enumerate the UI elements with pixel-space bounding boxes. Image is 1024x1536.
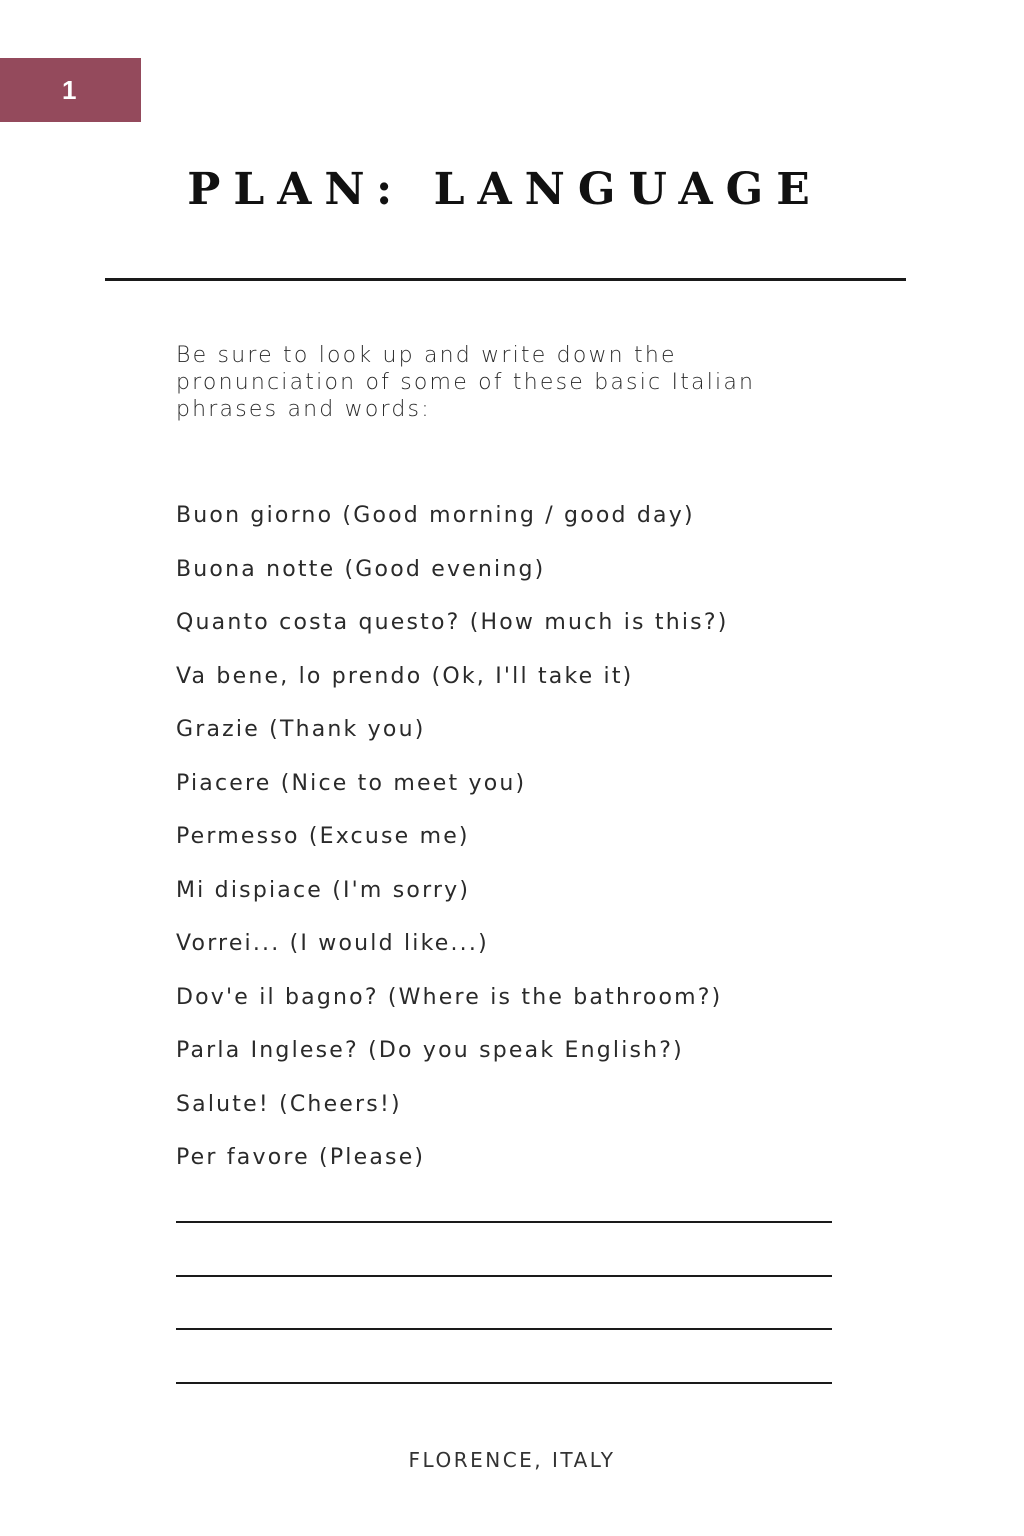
phrase-item: Piacere (Nice to meet you) xyxy=(176,770,527,796)
blank-write-line xyxy=(176,1275,832,1277)
title-divider xyxy=(105,278,906,281)
phrase-item: Va bene, lo prendo (Ok, I'll take it) xyxy=(176,663,634,689)
phrase-item: Salute! (Cheers!) xyxy=(176,1091,402,1117)
phrase-item: Mi dispiace (I'm sorry) xyxy=(176,877,471,903)
phrase-item: Buona notte (Good evening) xyxy=(176,556,546,582)
phrase-item: Dov'e il bagno? (Where is the bathroom?) xyxy=(176,984,723,1010)
phrase-list xyxy=(176,499,729,1195)
phrase-item: Quanto costa questo? (How much is this?) xyxy=(176,610,729,635)
blank-write-line xyxy=(176,1382,832,1384)
phrase-item: Buon giorno (Good morning / good day) xyxy=(176,503,695,528)
blank-write-line xyxy=(176,1328,832,1330)
phrase-item: Parla Inglese? (Do you speak English?) xyxy=(176,1038,684,1063)
phrase-item: Grazie (Thank you) xyxy=(176,717,426,742)
phrase-item: Per favore (Please) xyxy=(176,1145,426,1170)
footer-location: FLORENCE, ITALY xyxy=(408,1448,616,1472)
intro-text: Be sure to look up and write down the pronunciation of some of these basic Italian phrases and words: xyxy=(176,343,756,422)
page-number-badge: 1 xyxy=(0,58,141,122)
page-title: PLAN: LANGUAGE xyxy=(187,164,823,215)
blank-write-line xyxy=(176,1221,832,1223)
phrase-item: Permesso (Excuse me) xyxy=(176,824,470,849)
phrase-item: Vorrei... (I would like...) xyxy=(176,931,489,956)
